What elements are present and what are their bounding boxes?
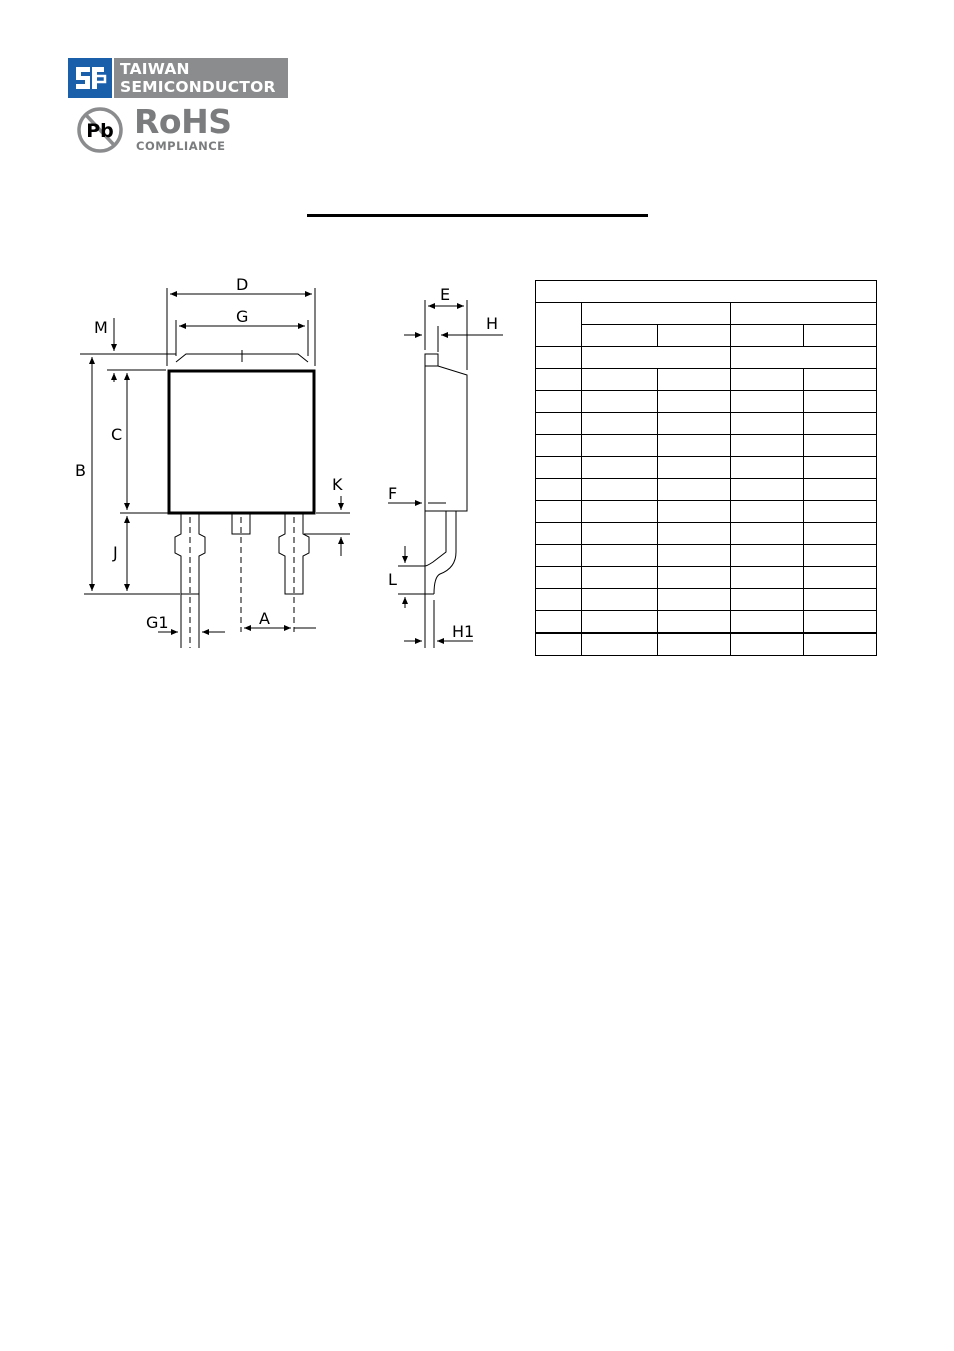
table-row — [536, 589, 877, 611]
table-row — [536, 435, 877, 457]
dim-label-a: A — [259, 609, 270, 628]
table-row — [536, 347, 877, 369]
dim-label-g: G — [236, 307, 249, 326]
table-row — [536, 611, 877, 634]
dim-label-g1: G1 — [146, 613, 169, 632]
dim-label-k: K — [332, 475, 343, 494]
table-row — [536, 369, 877, 391]
table-row — [536, 457, 877, 479]
pb-badge-text: Pb — [86, 120, 114, 142]
table-row — [536, 545, 877, 567]
table-row — [536, 567, 877, 589]
table-header-row — [536, 303, 877, 325]
dim-label-h: H — [486, 314, 499, 333]
table-row — [536, 523, 877, 545]
company-name-line1: TAIWAN — [120, 60, 190, 78]
rohs-title: RoHS — [134, 102, 232, 141]
dim-label-b: B — [75, 461, 86, 480]
dimensions-table — [535, 280, 877, 656]
table-row — [536, 633, 877, 656]
rohs-subtitle: COMPLIANCE — [136, 139, 226, 153]
table-row — [536, 479, 877, 501]
table-row — [536, 413, 877, 435]
table-subheader-row — [536, 325, 877, 347]
dim-label-l: L — [388, 570, 397, 589]
dim-label-e: E — [440, 285, 451, 304]
dim-label-j: J — [113, 543, 118, 562]
dim-label-f: F — [388, 484, 398, 503]
dim-label-c: C — [111, 425, 123, 444]
company-name-line2: SEMICONDUCTOR — [120, 78, 276, 96]
table-title-row — [536, 281, 877, 303]
table-row — [536, 501, 877, 523]
dim-label-d: D — [236, 275, 249, 294]
dim-label-h1: H1 — [452, 622, 475, 641]
dim-label-m: M — [94, 318, 108, 337]
table-row — [536, 391, 877, 413]
